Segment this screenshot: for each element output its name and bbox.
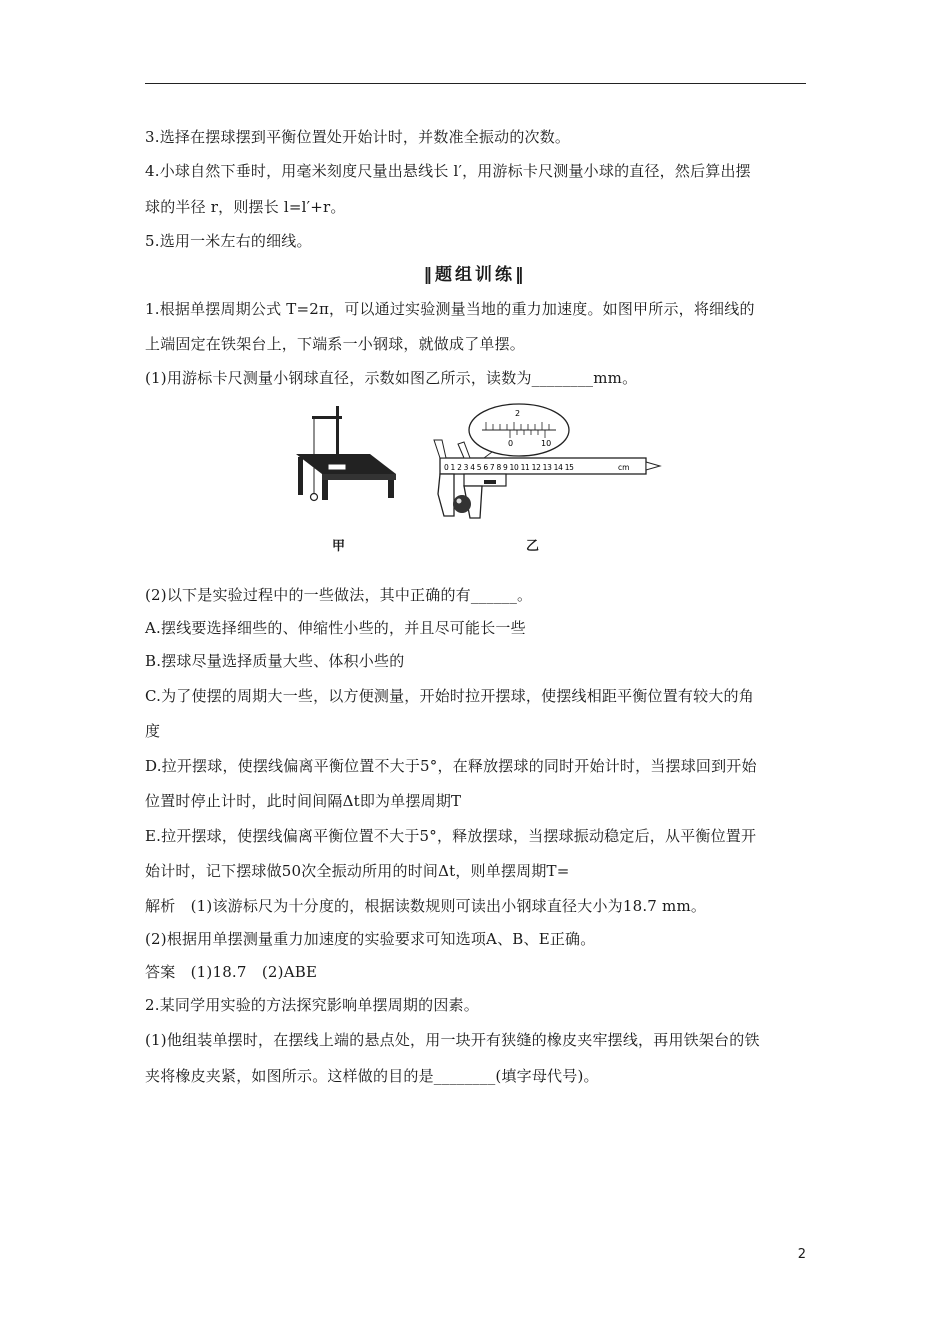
text-line: 4.小球自然下垂时，用毫米刻度尺量出悬线长 l′，用游标卡尺测量小球的直径，然后算出摆: [145, 162, 751, 180]
question-part: (2)以下是实验过程中的一些做法，其中正确的有______。: [145, 586, 533, 604]
vernier-caliper-figure: [424, 400, 664, 522]
option-a: A.摆线要选择细些的、伸缩性小些的，并且尽可能长一些: [145, 619, 526, 637]
option-e: E.拉开摆球，使摆线偏离平衡位置不大于5°，释放摆球，当摆球振动稳定后，从平衡位置开: [145, 827, 757, 845]
figure-caption: 甲: [332, 539, 346, 554]
question-stem: 上端固定在铁架台上，下端系一小钢球，就做成了单摆。: [145, 335, 526, 353]
option-e: 始计时，记下摆球做50次全振动所用的时间Δt，则单摆周期T=: [145, 862, 570, 880]
pendulum-stand-figure: [292, 402, 402, 522]
question-stem: 1.根据单摆周期公式 T=2π，可以通过实验测量当地的重力加速度。如图甲所示，将细线的: [145, 300, 755, 318]
text-line: 球的半径 r，则摆长 l=l′+r。: [145, 198, 346, 216]
zoom-label: 2: [515, 409, 521, 418]
header-rule: [145, 83, 806, 84]
analysis: (2)根据用单摆测量重力加速度的实验要求可知选项A、B、E正确。: [145, 930, 596, 948]
caliper-unit: cm: [618, 463, 630, 472]
option-d: 位置时停止计时，此时间间隔Δt即为单摆周期T: [145, 792, 462, 810]
figure-caption: 乙: [526, 539, 540, 554]
question-part: 夹将橡皮夹紧，如图所示。这样做的目的是________(填字母代号)。: [145, 1067, 599, 1085]
section-heading: ‖题组训练‖: [423, 265, 527, 285]
question-part: (1)用游标卡尺测量小钢球直径，示数如图乙所示，读数为________mm。: [145, 369, 638, 387]
question-part: (1)他组装单摆时，在摆线上端的悬点处，用一块开有狭缝的橡皮夹牢摆线，再用铁架台的铁: [145, 1031, 760, 1049]
question-stem: 2.某同学用实验的方法探究影响单摆周期的因素。: [145, 996, 479, 1014]
option-b: B.摆球尽量选择质量大些、体积小些的: [145, 652, 405, 670]
analysis: 解析 (1)该游标尺为十分度的，根据读数规则可读出小钢球直径大小为18.7 mm。: [145, 897, 707, 915]
text-line: 3.选择在摆球摆到平衡位置处开始计时，并数准全振动的次数。: [145, 128, 571, 146]
option-d: D.拉开摆球，使摆线偏离平衡位置不大于5°，在释放摆球的同时开始计时，当摆球回到开始: [145, 757, 757, 775]
answer: 答案 (1)18.7 (2)ABE: [145, 963, 318, 981]
page-number: 2: [797, 1247, 806, 1262]
zoom-label: 10: [541, 439, 552, 448]
option-c: C.为了使摆的周期大一些，以方便测量，开始时拉开摆球，使摆线相距平衡位置有较大的角: [145, 687, 754, 705]
caliper-main-scale: 0 1 2 3 4 5 6 7 8 9 10 11 12 13 14 15: [444, 463, 574, 472]
text-line: 5.选用一米左右的细线。: [145, 232, 312, 250]
zoom-label: 0: [508, 439, 514, 448]
option-c: 度: [145, 722, 161, 740]
